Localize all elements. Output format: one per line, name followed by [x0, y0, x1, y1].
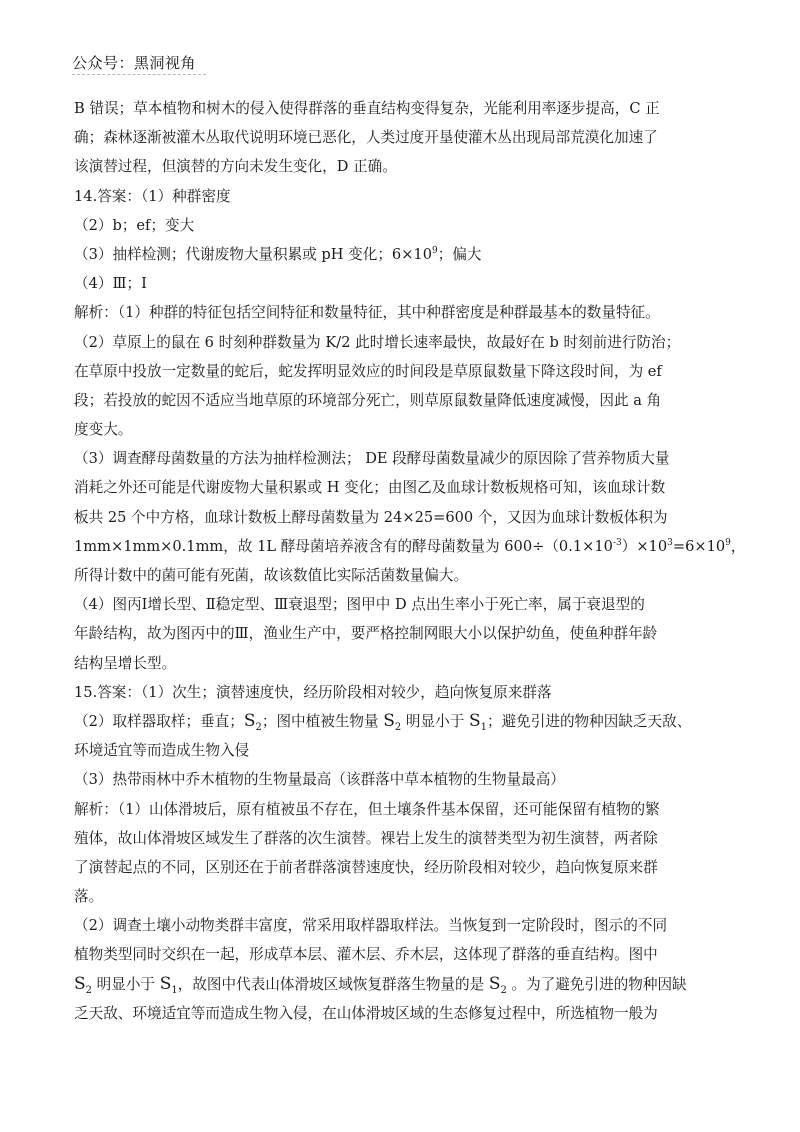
text-line: [74, 590, 734, 619]
text-run: （2）b；ef；变大: [74, 216, 195, 234]
text-run: （2）调查土壤小动物类群丰富度，常采用取样器取样法。当恢复到一定阶段时，图示的不同: [74, 917, 668, 935]
text-line: [74, 999, 734, 1028]
text-run: 消耗之外还可能是代谢废物大量积累或 H 变化；由图乙及血球计数板规格可知，该血球计数: [74, 479, 666, 497]
text-run: 度变大。: [74, 421, 133, 439]
text-run: （4）图丙Ⅰ增长型、Ⅱ稳定型、Ⅲ衰退型；图甲中 D 点出生率小于死亡率，属于衰退型的: [74, 596, 645, 614]
text-run: S: [383, 710, 395, 731]
text-line: [74, 940, 734, 969]
text-line: [74, 386, 734, 415]
text-line: [74, 707, 734, 736]
subscript: 2: [500, 984, 507, 996]
text-run: S: [159, 973, 172, 994]
text-line: [74, 853, 734, 882]
text-run: S: [243, 710, 256, 731]
text-run: 所得计数中的菌可能有死菌，故该数值比实际活菌数量偏大。: [74, 567, 469, 584]
text-run: 14.答案：（1）种群密度: [74, 187, 231, 205]
text-line: [74, 824, 734, 853]
subscript: 2: [255, 721, 262, 733]
text-line: [74, 415, 734, 444]
text-line: [74, 152, 734, 181]
text-run: S: [488, 973, 501, 994]
text-line: [74, 298, 734, 327]
superscript: -3: [612, 537, 622, 548]
text-line: [74, 678, 734, 707]
text-run: 殖体，故山体滑坡区域发生了群落的次生演替。裸岩上发生的演替类型为初生演替，两者除: [74, 829, 658, 847]
text-run: 落。: [74, 888, 104, 906]
text-run: （3）抽样检测；代谢废物大量积累或 pH 变化；6×10: [74, 245, 432, 263]
text-run: 植物类型同时交织在一起，形成草本层、灌木层、乔木层，这体现了群落的垂直结构。图中: [74, 946, 658, 964]
text-line: [74, 532, 746, 561]
text-run: （3）热带雨林中乔木植物的生物量最高（该群落中草本植物的生物量最高）: [74, 771, 565, 789]
text-line: [74, 503, 734, 532]
text-run: 15.答案：（1）次生；演替速度快，经历阶段相对较少，趋向恢复原来群落: [74, 683, 552, 701]
text-line: [74, 240, 734, 269]
text-run: ；避免引进的物种因缺乏天敌、: [486, 712, 692, 730]
text-run: B 错误；草本植物和树木的侵入使得群落的垂直结构变得复杂，光能利用率逐步提高，C 正: [74, 100, 660, 117]
text-run: 1mm×1mm×0.1mm，故 1L 酵母菌培养液含有的酵母菌数量为 600÷（0.1×10: [74, 537, 613, 555]
text-run: 乏天敌、环境适宜等而造成生物入侵，在山体滑坡区域的生态修复过程中，所选植物一般为: [74, 1004, 658, 1022]
text-run: （4）Ⅲ；Ⅰ: [74, 275, 147, 293]
document-body: [74, 94, 746, 1028]
text-run: S: [468, 710, 481, 731]
text-line: [74, 970, 734, 999]
page-header: [72, 50, 206, 75]
text-run: ，: [730, 537, 746, 555]
subscript: 1: [171, 984, 178, 996]
superscript: 3: [667, 537, 673, 548]
text-run: ；偏大: [437, 245, 482, 263]
text-run: 解析：（1）种群的特征包括空间特征和数量特征，其中种群密度是种群最基本的数量特征。: [74, 304, 660, 322]
text-line: [74, 94, 734, 123]
text-line: [74, 444, 734, 473]
text-line: [74, 561, 734, 590]
text-run: 明显小于: [92, 975, 160, 993]
text-line: [74, 882, 734, 911]
text-run: 确；森林逐渐被灌木丛取代说明环境已恶化，人类过度开垦使灌木丛出现局部荒漠化加速了: [74, 129, 658, 147]
text-line: [74, 619, 734, 648]
text-run: 解析：（1）山体滑坡后，原有植被虽不存在，但土壤条件基本保留，还可能保留有植物的繁: [74, 800, 660, 818]
text-line: [74, 269, 734, 298]
text-run: 该演替过程，但演替的方向未发生变化，D 正确。: [74, 158, 397, 176]
text-run: 在草原中投放一定数量的蛇后，蛇发挥明显效应的时间段是草原鼠数量下降这段时间，为 ef: [74, 362, 662, 380]
text-run: 结构呈增长型。: [74, 654, 177, 672]
text-run: 。为了避免引进的物种因缺: [506, 975, 687, 993]
text-run: ，故图中代表山体滑坡区域恢复群落生物量的是: [177, 975, 489, 993]
subscript: 1: [480, 721, 487, 733]
text-run: S: [74, 973, 86, 994]
text-line: [74, 649, 734, 678]
text-line: [74, 211, 734, 240]
subscript: 2: [394, 721, 402, 733]
text-run: ）×10: [621, 537, 668, 555]
text-run: （3）调查酵母菌数量的方法为抽样检测法； DE 段酵母菌数量减少的原因除了营养物质大量: [74, 450, 670, 468]
header-text: 公众号：黑洞视角: [72, 54, 197, 72]
text-line: [74, 357, 734, 386]
text-run: 段；若投放的蛇因不适应当地草原的环境部分死亡，则草原鼠数量降低速度减慢，因此 a 角: [74, 391, 662, 409]
superscript: 9: [432, 246, 438, 257]
text-run: 板共 25 个中方格，血球计数板上酵母菌数量为 24×25=600 个，又因为血球计数板体积为: [74, 508, 668, 526]
superscript: 9: [725, 537, 731, 548]
text-run: 环境适宜等而造成生物入侵: [74, 742, 250, 760]
text-line: [74, 123, 734, 152]
text-run: （2）草原上的鼠在 6 时刻种群数量为 K/2 此时增长速率最快，故最好在 b 时刻前进行防治；: [74, 333, 681, 351]
text-run: （2）取样器取样；垂直；: [74, 712, 244, 730]
text-line: [74, 473, 734, 502]
text-run: 了演替起点的不同，区别还在于前者群落演替速度快，经历阶段相对较少，趋向恢复原来群: [74, 858, 658, 876]
text-line: [74, 911, 734, 940]
subscript: 2: [85, 984, 93, 996]
text-run: 明显小于: [401, 712, 469, 730]
text-line: [74, 328, 734, 357]
text-line: [74, 736, 734, 765]
text-run: 年龄结构，故为图丙中的Ⅲ，渔业生产中，要严格控制网眼大小以保护幼鱼，使鱼种群年龄: [74, 625, 658, 643]
text-line: [74, 182, 734, 211]
text-run: ；图中植被生物量: [261, 712, 384, 730]
text-line: [74, 795, 734, 824]
text-line: [74, 765, 734, 794]
text-run: =6×10: [672, 537, 726, 555]
